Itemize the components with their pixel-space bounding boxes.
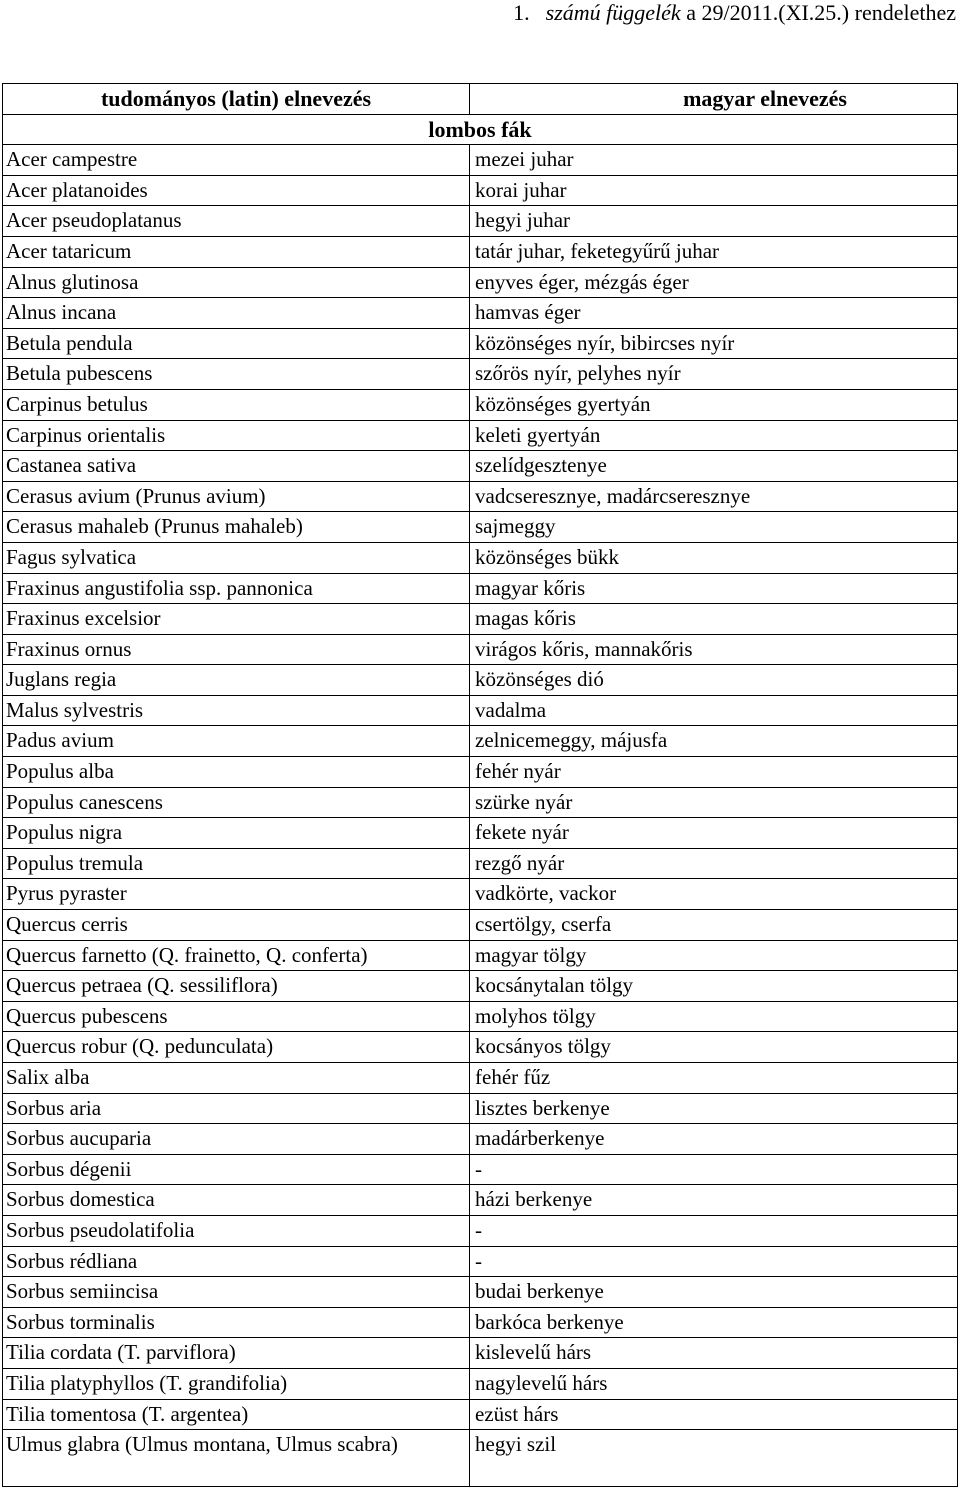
- table-row: [3, 665, 958, 696]
- latin-name-cell: Populus tremula: [3, 848, 470, 879]
- table-row: [3, 573, 958, 604]
- hungarian-name-cell: virágos kőris, mannakőris: [470, 634, 958, 665]
- hungarian-name-cell: magyar tölgy: [470, 940, 958, 971]
- latin-name-cell: Sorbus aucuparia: [3, 1124, 470, 1155]
- latin-name-cell: Acer tataricum: [3, 236, 470, 267]
- hungarian-name-cell: közönséges dió: [470, 665, 958, 696]
- latin-name-cell: Populus alba: [3, 757, 470, 788]
- hungarian-name-cell: közönséges bükk: [470, 542, 958, 573]
- table-row: [3, 1032, 958, 1063]
- hungarian-name-cell: budai berkenye: [470, 1277, 958, 1308]
- column-header-hungarian: magyar elnevezés: [470, 84, 958, 115]
- latin-name-cell: Cerasus mahaleb (Prunus mahaleb): [3, 512, 470, 543]
- table-row: [3, 206, 958, 237]
- hungarian-name-cell: zelnicemeggy, májusfa: [470, 726, 958, 757]
- hungarian-name-cell: fekete nyár: [470, 818, 958, 849]
- table-row: [3, 512, 958, 543]
- table-row: [3, 420, 958, 451]
- latin-name-cell: Populus canescens: [3, 787, 470, 818]
- hungarian-name-cell: vadalma: [470, 695, 958, 726]
- latin-name-cell: Fraxinus angustifolia ssp. pannonica: [3, 573, 470, 604]
- hungarian-name-cell: szürke nyár: [470, 787, 958, 818]
- hungarian-name-cell: nagylevelű hárs: [470, 1368, 958, 1399]
- table-row: [3, 1154, 958, 1185]
- latin-name-cell: Fagus sylvatica: [3, 542, 470, 573]
- table-row: [3, 726, 958, 757]
- latin-name-cell: Acer campestre: [3, 145, 470, 176]
- table-row: [3, 175, 958, 206]
- table-row: [3, 1185, 958, 1216]
- latin-name-cell: Tilia tomentosa (T. argentea): [3, 1399, 470, 1430]
- table-row: [3, 451, 958, 482]
- table-row: [3, 542, 958, 573]
- table-row: [3, 1001, 958, 1032]
- latin-name-cell: Carpinus orientalis: [3, 420, 470, 451]
- appendix-number: 1.: [513, 0, 530, 25]
- latin-name-cell: Sorbus rédliana: [3, 1246, 470, 1277]
- table-row: [3, 328, 958, 359]
- table-row: [3, 236, 958, 267]
- appendix-label: számú függelék: [545, 0, 681, 25]
- table-row: [3, 1430, 958, 1487]
- hungarian-name-cell: lisztes berkenye: [470, 1093, 958, 1124]
- appendix-reference: a 29/2011.(XI.25.) rendelethez: [680, 0, 956, 25]
- hungarian-name-cell: -: [470, 1246, 958, 1277]
- latin-name-cell: Sorbus torminalis: [3, 1307, 470, 1338]
- table-row: [3, 604, 958, 635]
- table-row: [3, 695, 958, 726]
- latin-name-cell: Sorbus aria: [3, 1093, 470, 1124]
- latin-name-cell: Quercus petraea (Q. sessiliflora): [3, 971, 470, 1002]
- latin-name-cell: Acer pseudoplatanus: [3, 206, 470, 237]
- table-header-row: [3, 84, 958, 115]
- latin-name-cell: Juglans regia: [3, 665, 470, 696]
- latin-name-cell: Fraxinus ornus: [3, 634, 470, 665]
- table-row: [3, 940, 958, 971]
- hungarian-name-cell: hegyi juhar: [470, 206, 958, 237]
- hungarian-name-cell: vadcseresznye, madárcseresznye: [470, 481, 958, 512]
- latin-name-cell: Tilia cordata (T. parviflora): [3, 1338, 470, 1369]
- table-row: [3, 267, 958, 298]
- latin-name-cell: Cerasus avium (Prunus avium): [3, 481, 470, 512]
- hungarian-name-cell: magyar kőris: [470, 573, 958, 604]
- table-row: [3, 818, 958, 849]
- hungarian-name-cell: hamvas éger: [470, 298, 958, 329]
- hungarian-name-cell: kocsánytalan tölgy: [470, 971, 958, 1002]
- species-table: [2, 83, 958, 1487]
- latin-name-cell: Salix alba: [3, 1063, 470, 1094]
- table-row: [3, 1063, 958, 1094]
- hungarian-name-cell: közönséges gyertyán: [470, 389, 958, 420]
- table-row: [3, 1368, 958, 1399]
- table-row: [3, 298, 958, 329]
- latin-name-cell: Betula pubescens: [3, 359, 470, 390]
- hungarian-name-cell: közönséges nyír, bibircses nyír: [470, 328, 958, 359]
- hungarian-name-cell: madárberkenye: [470, 1124, 958, 1155]
- hungarian-name-cell: fehér fűz: [470, 1063, 958, 1094]
- table-row: [3, 1307, 958, 1338]
- hungarian-name-cell: mezei juhar: [470, 145, 958, 176]
- document-header: [513, 0, 956, 26]
- hungarian-name-cell: csertölgy, cserfa: [470, 910, 958, 941]
- hungarian-name-cell: szelídgesztenye: [470, 451, 958, 482]
- hungarian-name-cell: vadkörte, vackor: [470, 879, 958, 910]
- table-row: [3, 389, 958, 420]
- latin-name-cell: Betula pendula: [3, 328, 470, 359]
- hungarian-name-cell: tatár juhar, feketegyűrű juhar: [470, 236, 958, 267]
- table-row: [3, 757, 958, 788]
- hungarian-name-cell: hegyi szil: [470, 1430, 958, 1487]
- hungarian-name-cell: házi berkenye: [470, 1185, 958, 1216]
- table-row: [3, 1277, 958, 1308]
- latin-name-cell: Sorbus semiincisa: [3, 1277, 470, 1308]
- latin-name-cell: Fraxinus excelsior: [3, 604, 470, 635]
- table-row: [3, 481, 958, 512]
- table-row: [3, 1215, 958, 1246]
- hungarian-name-cell: kocsányos tölgy: [470, 1032, 958, 1063]
- latin-name-cell: Quercus cerris: [3, 910, 470, 941]
- table-row: [3, 910, 958, 941]
- latin-name-cell: Carpinus betulus: [3, 389, 470, 420]
- hungarian-name-cell: -: [470, 1215, 958, 1246]
- hungarian-name-cell: ezüst hárs: [470, 1399, 958, 1430]
- latin-name-cell: Malus sylvestris: [3, 695, 470, 726]
- hungarian-name-cell: magas kőris: [470, 604, 958, 635]
- hungarian-name-cell: kislevelű hárs: [470, 1338, 958, 1369]
- latin-name-cell: Sorbus dégenii: [3, 1154, 470, 1185]
- latin-name-cell: Sorbus domestica: [3, 1185, 470, 1216]
- latin-name-cell: Quercus farnetto (Q. frainetto, Q. conferta): [3, 940, 470, 971]
- latin-name-cell: Ulmus glabra (Ulmus montana, Ulmus scabra): [3, 1430, 470, 1487]
- latin-name-cell: Quercus pubescens: [3, 1001, 470, 1032]
- table-row: [3, 971, 958, 1002]
- table-row: [3, 848, 958, 879]
- latin-name-cell: Tilia platyphyllos (T. grandifolia): [3, 1368, 470, 1399]
- hungarian-name-cell: -: [470, 1154, 958, 1185]
- hungarian-name-cell: fehér nyár: [470, 757, 958, 788]
- table-row: [3, 1124, 958, 1155]
- latin-name-cell: Quercus robur (Q. pedunculata): [3, 1032, 470, 1063]
- table-row: [3, 359, 958, 390]
- hungarian-name-cell: sajmeggy: [470, 512, 958, 543]
- latin-name-cell: Sorbus pseudolatifolia: [3, 1215, 470, 1246]
- latin-name-cell: Castanea sativa: [3, 451, 470, 482]
- table-row: [3, 879, 958, 910]
- latin-name-cell: Populus nigra: [3, 818, 470, 849]
- section-title: lombos fák: [3, 114, 958, 145]
- hungarian-name-cell: molyhos tölgy: [470, 1001, 958, 1032]
- table-row: [3, 1338, 958, 1369]
- hungarian-name-cell: keleti gyertyán: [470, 420, 958, 451]
- hungarian-name-cell: korai juhar: [470, 175, 958, 206]
- latin-name-cell: Alnus glutinosa: [3, 267, 470, 298]
- latin-name-cell: Padus avium: [3, 726, 470, 757]
- latin-name-cell: Pyrus pyraster: [3, 879, 470, 910]
- hungarian-name-cell: szőrös nyír, pelyhes nyír: [470, 359, 958, 390]
- latin-name-cell: Alnus incana: [3, 298, 470, 329]
- table-row: [3, 1399, 958, 1430]
- section-row: [3, 114, 958, 145]
- hungarian-name-cell: enyves éger, mézgás éger: [470, 267, 958, 298]
- table-row: [3, 1246, 958, 1277]
- table-row: [3, 634, 958, 665]
- table-row: [3, 145, 958, 176]
- hungarian-name-cell: rezgő nyár: [470, 848, 958, 879]
- table-row: [3, 787, 958, 818]
- latin-name-cell: Acer platanoides: [3, 175, 470, 206]
- column-header-latin: tudományos (latin) elnevezés: [3, 84, 470, 115]
- hungarian-name-cell: barkóca berkenye: [470, 1307, 958, 1338]
- table-row: [3, 1093, 958, 1124]
